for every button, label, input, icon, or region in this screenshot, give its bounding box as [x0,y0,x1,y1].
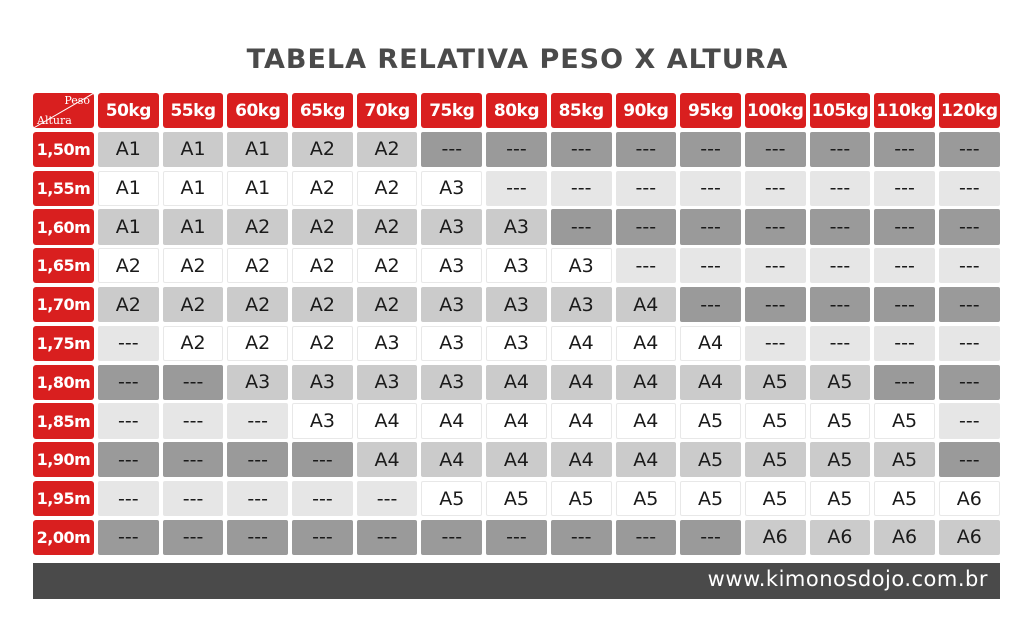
size-cell: A2 [357,287,418,322]
size-cell: --- [357,481,418,516]
size-cell: A2 [292,132,353,167]
size-cell: --- [98,520,159,555]
size-cell: A1 [98,209,159,244]
size-cell: A5 [745,442,806,477]
weight-header: 85kg [551,93,612,128]
size-cell: A1 [98,171,159,206]
weight-header: 70kg [357,93,418,128]
size-cell: --- [874,132,935,167]
size-cell: A1 [163,209,224,244]
size-cell: A3 [551,248,612,283]
size-cell: A2 [227,209,288,244]
size-cell: --- [486,171,547,206]
size-cell: A3 [421,287,482,322]
size-cell: --- [616,248,677,283]
height-header: 2,00m [33,520,94,555]
weight-header: 65kg [292,93,353,128]
size-cell: --- [98,365,159,400]
size-cell: --- [292,520,353,555]
size-cell: --- [421,132,482,167]
size-cell: A1 [98,132,159,167]
size-cell: A3 [357,365,418,400]
size-cell: A4 [616,365,677,400]
weight-header: 50kg [98,93,159,128]
size-cell: A2 [292,171,353,206]
size-cell: A6 [874,520,935,555]
size-cell: --- [292,481,353,516]
size-cell: A4 [551,326,612,361]
size-cell: --- [98,481,159,516]
corner-header [33,93,94,128]
footer-bar [33,563,1000,599]
weight-header: 100kg [745,93,806,128]
size-cell: A2 [227,287,288,322]
size-cell: A2 [227,248,288,283]
size-cell: --- [874,248,935,283]
size-cell: A5 [680,481,741,516]
size-cell: --- [745,132,806,167]
size-cell: A2 [163,248,224,283]
size-cell: A6 [939,520,1000,555]
size-cell: --- [163,403,224,438]
size-cell: --- [680,171,741,206]
size-cell: --- [421,520,482,555]
size-table [33,93,1000,555]
size-cell: --- [939,132,1000,167]
height-header: 1,85m [33,403,94,438]
size-cell: A4 [357,442,418,477]
size-cell: --- [745,326,806,361]
size-cell: --- [874,326,935,361]
size-cell: --- [227,442,288,477]
size-cell: --- [680,520,741,555]
size-cell: --- [163,520,224,555]
size-cell: A5 [421,481,482,516]
size-cell: --- [939,326,1000,361]
size-cell: --- [616,171,677,206]
size-cell: --- [745,248,806,283]
size-cell: A5 [616,481,677,516]
size-cell: --- [810,171,871,206]
weight-header: 55kg [163,93,224,128]
size-cell: --- [227,403,288,438]
size-cell: A3 [227,365,288,400]
size-cell: A5 [745,481,806,516]
size-cell: A2 [357,209,418,244]
size-cell: A2 [227,326,288,361]
size-cell: A4 [616,403,677,438]
size-cell: A3 [292,403,353,438]
corner-peso-label: Peso [64,94,90,107]
size-cell: A5 [810,442,871,477]
size-cell: A4 [616,287,677,322]
size-cell: --- [874,171,935,206]
size-cell: A4 [680,365,741,400]
size-cell: --- [810,248,871,283]
size-cell: A3 [292,365,353,400]
size-cell: A4 [486,403,547,438]
size-cell: A6 [810,520,871,555]
size-cell: --- [810,132,871,167]
size-cell: --- [551,520,612,555]
footer-url: www.kimonosdojo.com.br [707,567,988,591]
height-header: 1,60m [33,209,94,244]
size-cell: --- [680,287,741,322]
size-cell: --- [98,442,159,477]
size-cell: --- [357,520,418,555]
size-cell: --- [98,403,159,438]
size-cell: A2 [292,248,353,283]
size-cell: A4 [486,442,547,477]
size-cell: --- [680,132,741,167]
size-cell: --- [163,442,224,477]
size-cell: A5 [810,403,871,438]
size-cell: A3 [421,326,482,361]
size-cell: --- [680,209,741,244]
size-cell: A4 [551,442,612,477]
page-title: TABELA RELATIVA PESO X ALTURA [246,44,789,75]
size-cell: --- [810,326,871,361]
size-cell: A5 [874,403,935,438]
size-cell: --- [874,287,935,322]
size-cell: --- [486,520,547,555]
size-cell: --- [939,403,1000,438]
size-cell: --- [874,365,935,400]
size-cell: A3 [486,287,547,322]
size-cell: A2 [163,287,224,322]
size-cell: A5 [680,403,741,438]
size-cell: --- [810,209,871,244]
size-cell: A4 [551,365,612,400]
size-cell: A3 [421,248,482,283]
size-cell: A5 [551,481,612,516]
size-cell: A5 [486,481,547,516]
size-cell: --- [745,209,806,244]
size-cell: A5 [874,442,935,477]
size-cell: --- [227,481,288,516]
corner-altura-label: Altura [37,114,72,128]
size-cell: --- [939,287,1000,322]
size-cell: A2 [98,248,159,283]
size-cell: A3 [486,248,547,283]
size-cell: A2 [292,209,353,244]
size-cell: A4 [680,326,741,361]
size-cell: --- [163,365,224,400]
size-cell: A5 [874,481,935,516]
size-cell: --- [939,171,1000,206]
weight-header: 120kg [939,93,1000,128]
size-cell: --- [745,171,806,206]
size-cell: A6 [745,520,806,555]
size-cell: --- [939,365,1000,400]
size-cell: A3 [421,209,482,244]
size-cell: --- [292,442,353,477]
size-cell: A4 [486,365,547,400]
size-cell: A4 [551,403,612,438]
size-cell: --- [874,209,935,244]
size-cell: A2 [357,132,418,167]
height-header: 1,55m [33,171,94,206]
height-header: 1,75m [33,326,94,361]
size-cell: A4 [616,442,677,477]
height-header: 1,65m [33,248,94,283]
size-cell: --- [98,326,159,361]
size-cell: A3 [486,326,547,361]
size-cell: A3 [486,209,547,244]
size-cell: --- [551,171,612,206]
size-cell: A2 [163,326,224,361]
size-cell: --- [680,248,741,283]
size-cell: A4 [616,326,677,361]
size-cell: A5 [745,403,806,438]
size-cell: A5 [810,365,871,400]
size-cell: A3 [357,326,418,361]
height-header: 1,90m [33,442,94,477]
weight-header: 110kg [874,93,935,128]
size-cell: A5 [680,442,741,477]
size-cell: A6 [939,481,1000,516]
height-header: 1,80m [33,365,94,400]
size-cell: --- [939,442,1000,477]
weight-header: 90kg [616,93,677,128]
size-cell: A5 [745,365,806,400]
size-cell: A2 [357,171,418,206]
size-cell: --- [616,520,677,555]
size-cell: A3 [421,365,482,400]
size-cell: A1 [163,132,224,167]
height-header: 1,70m [33,287,94,322]
size-cell: --- [227,520,288,555]
size-cell: A4 [421,442,482,477]
size-cell: --- [551,209,612,244]
weight-header: 95kg [680,93,741,128]
size-cell: --- [939,209,1000,244]
size-cell: --- [810,287,871,322]
weight-header: 60kg [227,93,288,128]
size-cell: A1 [163,171,224,206]
size-cell: A2 [292,326,353,361]
height-header: 1,50m [33,132,94,167]
size-cell: A2 [292,287,353,322]
size-cell: A2 [357,248,418,283]
size-cell: --- [551,132,612,167]
size-cell: --- [616,209,677,244]
weight-header: 75kg [421,93,482,128]
size-cell: A3 [551,287,612,322]
size-cell: A1 [227,171,288,206]
size-cell: --- [486,132,547,167]
size-cell: --- [616,132,677,167]
size-cell: --- [939,248,1000,283]
size-cell: A2 [98,287,159,322]
size-cell: A1 [227,132,288,167]
size-cell: --- [163,481,224,516]
weight-header: 80kg [486,93,547,128]
size-cell: A3 [421,171,482,206]
size-cell: A4 [421,403,482,438]
weight-header: 105kg [810,93,871,128]
size-cell: A5 [810,481,871,516]
size-cell: A4 [357,403,418,438]
height-header: 1,95m [33,481,94,516]
size-cell: --- [745,287,806,322]
